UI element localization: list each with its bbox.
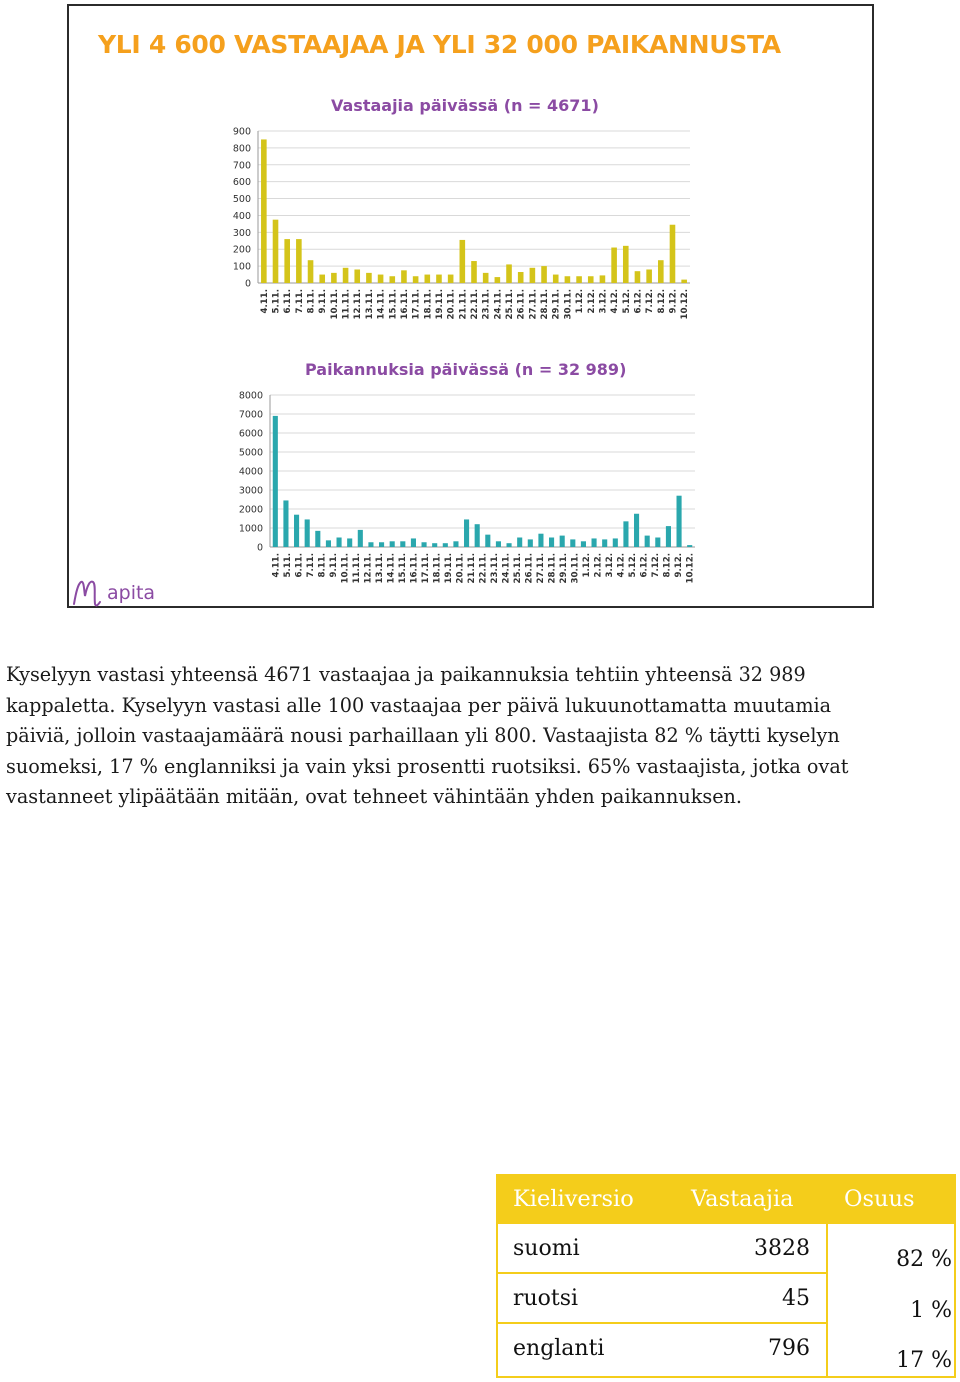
chart-bar (326, 540, 331, 547)
chart-bar (506, 264, 512, 283)
mapita-logo-icon (70, 574, 106, 610)
table-cell-respondents: 45 (782, 1286, 810, 1311)
chart-bar (576, 276, 582, 283)
x-tick-label: 4.11. (259, 289, 270, 314)
x-tick-label: 17.11. (411, 289, 422, 320)
x-tick-label: 6.11. (283, 289, 294, 314)
x-tick-label: 10.12. (680, 289, 691, 320)
x-tick-label: 9.11. (329, 553, 340, 578)
chart-bar (581, 541, 586, 547)
x-tick-label: 9.12. (673, 553, 684, 578)
chart-bar (471, 261, 477, 283)
chart-bar (565, 276, 571, 283)
chart-bar (570, 539, 575, 547)
chart-bar (670, 225, 676, 283)
chart-bar (283, 500, 288, 547)
table-row (496, 1224, 826, 1274)
chart-bar (366, 273, 372, 283)
x-tick-label: 26.11. (524, 553, 535, 584)
x-tick-label: 2.12. (586, 289, 597, 314)
x-tick-label: 7.12. (650, 553, 661, 578)
x-tick-label: 30.11. (570, 553, 581, 584)
chart-bar (400, 541, 405, 547)
x-tick-label: 12.11. (353, 289, 364, 320)
x-tick-label: 24.11. (501, 553, 512, 584)
chart-bar (635, 271, 641, 283)
x-tick-label: 8.11. (306, 289, 317, 314)
x-tick-label: 29.11. (551, 289, 562, 320)
chart-bar (273, 220, 279, 283)
chart-bar (315, 531, 320, 547)
x-tick-label: 27.11. (528, 289, 539, 320)
y-tick-label: 8000 (238, 390, 263, 402)
x-tick-label: 11.11. (352, 553, 363, 584)
table-cell-language: suomi (513, 1236, 580, 1261)
x-tick-label: 22.11. (478, 553, 489, 584)
chart-bar (261, 139, 267, 283)
paragraph-line: päiviä, jolloin vastaajamäärä nousi parhaillaan yli 800. Vastaajista 82 % täytti kyselyn (6, 724, 840, 747)
table-cell-respondents: 3828 (754, 1236, 810, 1261)
chart-bar (284, 239, 290, 283)
paragraph-line: Kyselyyn vastasi yhteensä 4671 vastaajaa ja paikannuksia tehtiin yhteensä 32 989 (6, 663, 806, 686)
chart-bar (623, 521, 628, 547)
x-tick-label: 21.11. (467, 553, 477, 584)
chart-bar (368, 542, 373, 547)
chart-bar (634, 514, 639, 547)
chart-bar (305, 519, 310, 547)
chart-bar (432, 543, 437, 547)
paragraph-line: kappaletta. Kyselyyn vastasi alle 100 vastaajaa per päivä lukuunottamatta muutamia (6, 693, 832, 717)
x-tick-label: 7.12. (645, 289, 656, 314)
x-tick-label: 17.11. (421, 553, 432, 584)
x-tick-label: 25.11. (505, 289, 515, 320)
x-tick-label: 19.11. (435, 289, 445, 320)
x-tick-label: 6.12. (639, 553, 650, 578)
chart-bar (655, 538, 660, 548)
x-tick-label: 5.11. (283, 553, 294, 578)
x-tick-label: 14.11. (386, 553, 397, 584)
chart-bar (413, 276, 419, 283)
table-header-respondents: Vastaajia (691, 1186, 794, 1212)
x-tick-label: 7.11. (294, 289, 305, 314)
chart-bar (600, 275, 606, 283)
respondents-chart-title: Vastaajia päivässä (n = 4671) (331, 96, 599, 115)
chart-bar (658, 260, 664, 283)
x-tick-label: 15.11. (398, 553, 409, 584)
chart-bar (347, 538, 352, 547)
chart-bar (553, 275, 559, 283)
chart-bar (358, 530, 363, 547)
chart-bar (677, 496, 682, 547)
chart-bar (294, 515, 299, 547)
x-tick-label: 30.11. (563, 289, 574, 320)
chart-bar (343, 268, 349, 283)
summary-paragraph (6, 660, 951, 813)
x-tick-label: 8.11. (317, 553, 328, 578)
chart-bar (560, 536, 565, 547)
y-tick-label: 6000 (238, 428, 263, 440)
table-cell-share: 17 % (896, 1348, 952, 1373)
y-tick-label: 5000 (238, 447, 263, 459)
x-tick-label: 24.11. (493, 289, 504, 320)
chart-bar (453, 541, 458, 547)
chart-bar (460, 240, 466, 283)
table-row (496, 1274, 826, 1324)
chart-bar (517, 538, 522, 548)
x-tick-label: 21.11. (458, 289, 469, 320)
chart-bar (518, 272, 524, 283)
y-tick-label: 7000 (238, 409, 263, 421)
x-tick-label: 4.12. (616, 553, 627, 578)
chart-bar (588, 276, 594, 283)
chart-bar (378, 275, 384, 283)
x-tick-label: 26.11. (516, 289, 527, 320)
chart-bar (496, 541, 501, 547)
x-tick-label: 7.11. (306, 553, 317, 578)
y-tick-label: 600 (232, 177, 251, 189)
chart-bar (602, 539, 607, 547)
x-tick-label: 5.11. (271, 289, 282, 314)
chart-bar (464, 519, 469, 547)
chart-bar (592, 538, 597, 547)
chart-bar (681, 280, 687, 283)
x-tick-label: 16.11. (409, 553, 420, 584)
x-tick-label: 4.11. (271, 553, 282, 578)
x-tick-label: 20.11. (455, 553, 466, 584)
x-tick-label: 10.11. (329, 289, 340, 320)
paragraph-line: suomeksi, 17 % englanniksi ja vain yksi prosentti ruotsiksi. 65% vastaajista, jotka ovat (6, 754, 849, 778)
chart-bar (687, 545, 692, 547)
table-header-language: Kieliversio (513, 1186, 634, 1212)
language-version-table (496, 1174, 956, 1378)
chart-bar (448, 275, 454, 283)
chart-bar (425, 275, 431, 283)
mapita-logo (70, 574, 155, 610)
chart-bar (528, 539, 533, 547)
x-tick-label: 6.12. (633, 289, 644, 314)
y-tick-label: 0 (256, 542, 263, 554)
x-tick-label: 8.12. (662, 553, 673, 578)
x-tick-label: 3.12. (598, 289, 609, 314)
x-tick-label: 1.12. (581, 553, 592, 578)
x-tick-label: 25.11. (513, 553, 523, 584)
chart-bar (389, 276, 395, 283)
y-tick-label: 300 (232, 227, 251, 239)
x-tick-label: 2.12. (593, 553, 604, 578)
chart-bar (541, 266, 547, 283)
x-tick-label: 1.12. (575, 289, 586, 314)
chart-bar (337, 538, 342, 548)
chart-bar (646, 269, 652, 283)
x-tick-label: 14.11. (376, 289, 387, 320)
chart-bar (273, 416, 278, 547)
chart-bar (401, 270, 407, 283)
mapita-logo-word: apita (107, 582, 156, 604)
locations-chart-title: Paikannuksia päivässä (n = 32 989) (305, 360, 627, 379)
chart-bar (331, 273, 337, 283)
x-tick-label: 5.12. (627, 553, 638, 578)
x-tick-label: 6.11. (294, 553, 305, 578)
x-tick-label: 10.12. (685, 553, 696, 584)
x-tick-label: 13.11. (364, 289, 375, 320)
x-tick-label: 12.11. (363, 553, 374, 584)
chart-bar (666, 526, 671, 547)
table-row (496, 1324, 826, 1374)
chart-bar (411, 538, 416, 547)
y-tick-label: 1000 (238, 523, 263, 535)
chart-bar (613, 538, 618, 547)
y-tick-label: 400 (232, 210, 251, 222)
x-tick-label: 19.11. (444, 553, 454, 584)
y-tick-label: 500 (232, 194, 251, 206)
table-cell-respondents: 796 (768, 1336, 810, 1361)
chart-bar (495, 277, 501, 283)
y-tick-label: 2000 (238, 504, 263, 516)
chart-bar (549, 538, 554, 548)
chart-bar (422, 542, 427, 547)
chart-bar (296, 239, 302, 283)
x-tick-label: 28.11. (540, 289, 551, 320)
x-tick-label: 15.11. (388, 289, 399, 320)
x-tick-label: 3.12. (604, 553, 615, 578)
x-tick-label: 5.12. (621, 289, 632, 314)
respondents-per-day-chart (0, 0, 960, 620)
table-cell-share: 82 % (896, 1247, 952, 1272)
chart-bar (507, 543, 512, 547)
x-tick-label: 8.12. (656, 289, 667, 314)
x-tick-label: 28.11. (547, 553, 558, 584)
y-tick-label: 800 (232, 143, 251, 155)
y-tick-label: 900 (232, 126, 251, 138)
x-tick-label: 23.11. (490, 553, 500, 584)
table-column-divider (826, 1224, 828, 1378)
chart-bar (436, 275, 442, 283)
chart-bar (354, 269, 360, 283)
chart-bar (319, 275, 325, 283)
chart-bar (623, 246, 629, 283)
x-tick-label: 29.11. (558, 553, 569, 584)
table-cell-language: ruotsi (513, 1286, 579, 1311)
chart-bar (308, 260, 314, 283)
chart-bar (475, 524, 480, 547)
y-tick-label: 100 (232, 261, 251, 273)
x-tick-label: 10.11. (340, 553, 351, 584)
table-cell-language: englanti (513, 1336, 605, 1361)
chart-bar (483, 273, 489, 283)
x-tick-label: 4.12. (610, 289, 621, 314)
table-cell-share: 1 % (910, 1298, 952, 1323)
infographic-headline: YLI 4 600 VASTAAJAA JA YLI 32 000 PAIKANNUSTA (98, 30, 781, 59)
x-tick-label: 9.11. (318, 289, 329, 314)
chart-bar (379, 542, 384, 547)
y-tick-label: 0 (244, 278, 251, 290)
y-tick-label: 4000 (238, 466, 263, 478)
x-tick-label: 16.11. (399, 289, 410, 320)
chart-bar (390, 541, 395, 547)
chart-bar (538, 534, 543, 547)
x-tick-label: 18.11. (423, 289, 434, 320)
x-tick-label: 9.12. (668, 289, 679, 314)
x-tick-label: 11.11. (341, 289, 352, 320)
paragraph-line: vastanneet ylipäätään mitään, ovat tehneet vähintään yhden paikannuksen. (6, 785, 743, 808)
chart-bar (645, 536, 650, 547)
chart-bar (485, 535, 490, 547)
chart-bar (443, 543, 448, 547)
x-tick-label: 27.11. (535, 553, 546, 584)
table-header-share: Osuus (844, 1186, 915, 1212)
y-tick-label: 700 (232, 160, 251, 172)
x-tick-label: 22.11. (470, 289, 480, 320)
y-tick-label: 200 (232, 244, 251, 256)
x-tick-label: 20.11. (446, 289, 457, 320)
x-tick-label: 23.11. (481, 289, 492, 320)
chart-bar (530, 268, 536, 283)
chart-bar (611, 248, 617, 283)
x-tick-label: 13.11. (375, 553, 386, 584)
x-tick-label: 18.11. (432, 553, 443, 584)
y-tick-label: 3000 (238, 485, 263, 497)
